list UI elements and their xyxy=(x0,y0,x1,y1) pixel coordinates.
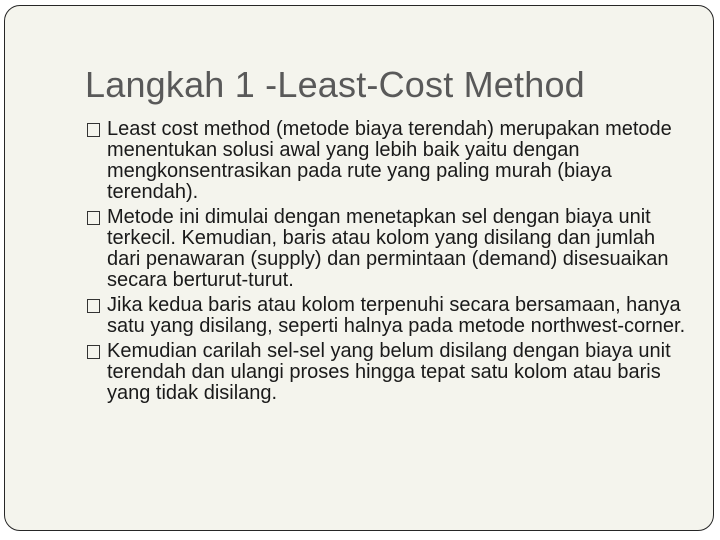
bullet-item xyxy=(87,207,687,291)
bullet-text: Jika kedua baris atau kolom terpenuhi secara bersamaan, hanya satu yang disilang, seperti halnya pada metode northwest-corner. xyxy=(107,294,686,337)
square-bullet-icon xyxy=(87,299,100,313)
bullet-item xyxy=(87,295,687,337)
bullet-text: Metode ini dimulai dengan menetapkan sel dengan biaya unit terkecil. Kemudian, baris atau kolom yang disilang dan jumlah dari penawaran (supply) dan permintaan (demand) disesuaikan secara berturut-turut. xyxy=(107,206,669,291)
square-bullet-icon xyxy=(87,211,100,225)
slide-frame xyxy=(4,5,714,531)
bullet-item xyxy=(87,341,687,404)
bullet-item xyxy=(87,119,687,203)
bullet-text: Least cost method (metode biaya terendah) merupakan metode menentukan solusi awal yang lebih baik yaitu dengan mengkonsentrasikan pada rute yang paling murah (biaya terendah). xyxy=(107,118,672,203)
square-bullet-icon xyxy=(87,123,100,137)
square-bullet-icon xyxy=(87,345,100,359)
bullet-text: Kemudian carilah sel-sel yang belum disilang dengan biaya unit terendah dan ulangi proses hingga tepat satu kolom atau baris yang tidak disilang. xyxy=(107,340,671,404)
bullet-list xyxy=(87,119,687,408)
slide-title: Langkah 1 -Least-Cost Method xyxy=(85,64,585,105)
